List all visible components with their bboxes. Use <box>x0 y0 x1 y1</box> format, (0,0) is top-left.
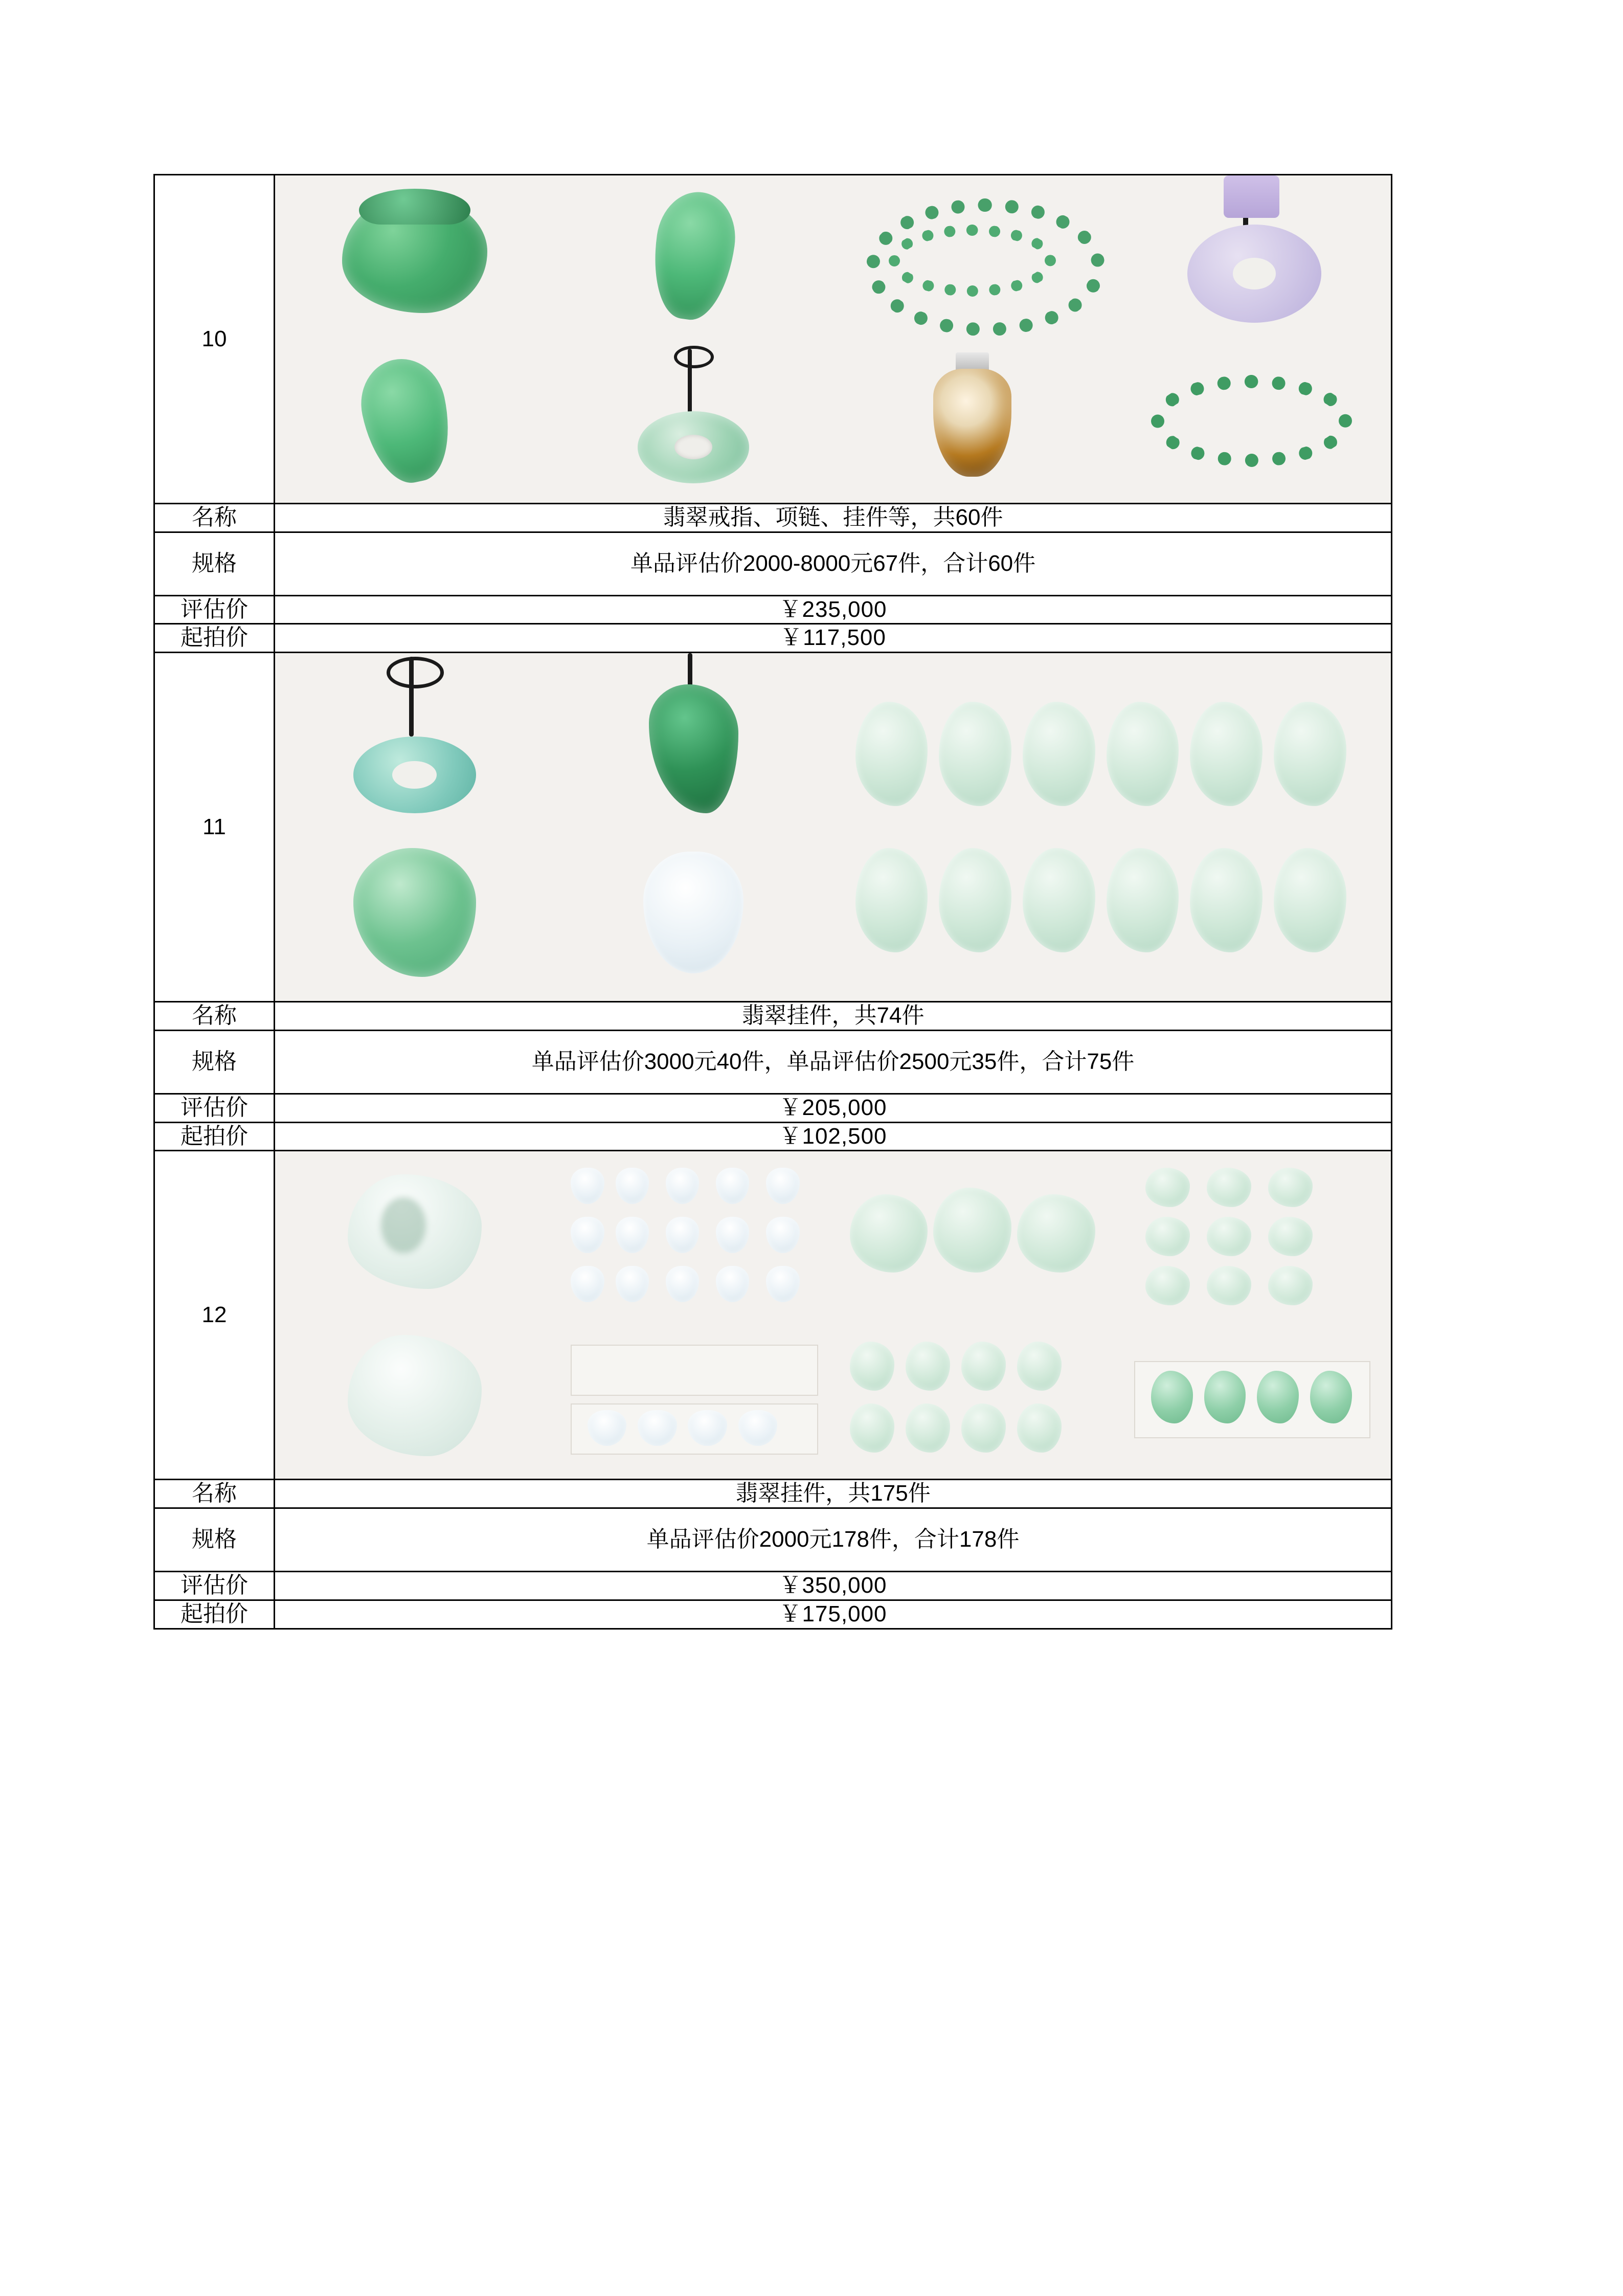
lot-appraisal-row <box>154 595 1392 624</box>
label-spec: 规格 <box>154 1030 275 1094</box>
label-name: 名称 <box>154 504 275 532</box>
label-appraisal: 评估价 <box>154 1571 275 1600</box>
label-name: 名称 <box>154 1480 275 1508</box>
value-name-12: 翡翠挂件，共175件 <box>275 1480 1392 1508</box>
photo-jade-carving-green <box>275 175 554 339</box>
label-name: 名称 <box>154 1002 275 1031</box>
lot-number-12: 12 <box>154 1151 275 1480</box>
value-appraisal-12: ￥350,000 <box>275 1571 1392 1600</box>
photo-jade-bead-bracelet <box>1112 339 1391 503</box>
photo-icy-trio <box>833 1151 1112 1315</box>
lot-photo-gallery-10 <box>275 175 1392 504</box>
photo-icy-group-grid-1 <box>554 1151 833 1315</box>
value-name-10: 翡翠戒指、项链、挂件等，共60件 <box>275 504 1392 532</box>
photo-jade-donut-cord-1 <box>554 339 833 503</box>
photo-jade-group-rows-top <box>833 653 1391 1001</box>
lot-photos-row <box>154 653 1392 1002</box>
value-starting-10: ￥117,500 <box>275 624 1392 653</box>
photo-buddha-on-blue <box>554 827 833 1001</box>
photo-jade-bead-necklace <box>833 175 1112 339</box>
photo-tray-items-green <box>1112 1315 1391 1479</box>
lot-starting-row <box>154 1600 1392 1629</box>
value-starting-12: ￥175,000 <box>275 1600 1392 1629</box>
label-appraisal: 评估价 <box>154 1094 275 1122</box>
photo-jade-long-green-1 <box>554 175 833 339</box>
photo-jade-donut-cord-2 <box>275 653 554 827</box>
photo-jade-long-green-2 <box>275 339 554 503</box>
lot-photos-row <box>154 175 1392 504</box>
lot-number-11: 11 <box>154 653 275 1002</box>
lot-spec-row <box>154 1508 1392 1572</box>
photo-pale-group-grid <box>1112 1151 1391 1315</box>
photo-icy-pendant-1 <box>275 1151 554 1315</box>
lot-appraisal-row <box>154 1094 1392 1122</box>
lot-spec-row <box>154 532 1392 595</box>
value-spec-10: 单品评估价2000-8000元67件，合计60件 <box>275 532 1392 595</box>
photo-icy-group-grid-2 <box>833 1315 1112 1479</box>
lot-starting-row <box>154 624 1392 653</box>
photo-grid <box>275 653 1391 1001</box>
lot-name-row <box>154 1002 1392 1031</box>
value-appraisal-10: ￥235,000 <box>275 595 1392 624</box>
label-appraisal: 评估价 <box>154 595 275 624</box>
auction-lot-table <box>153 174 1392 1630</box>
lot-photos-row <box>154 1151 1392 1480</box>
lot-starting-row <box>154 1122 1392 1151</box>
lot-spec-row <box>154 1030 1392 1094</box>
value-appraisal-11: ￥205,000 <box>275 1094 1392 1122</box>
photo-grid <box>275 1151 1391 1479</box>
photo-jade-leaf-green <box>275 827 554 1001</box>
value-spec-12: 单品评估价2000元178件，合计178件 <box>275 1508 1392 1572</box>
lot-name-row <box>154 504 1392 532</box>
lot-photo-gallery-12 <box>275 1151 1392 1480</box>
photo-jade-pepper-carving <box>554 653 833 827</box>
label-starting: 起拍价 <box>154 1600 275 1629</box>
lot-photo-gallery-11 <box>275 653 1392 1002</box>
label-starting: 起拍价 <box>154 624 275 653</box>
lot-name-row <box>154 1480 1392 1508</box>
photo-snuff-bottle <box>833 339 1112 503</box>
label-spec: 规格 <box>154 532 275 595</box>
photo-grid <box>275 175 1391 503</box>
lot-appraisal-row <box>154 1571 1392 1600</box>
label-spec: 规格 <box>154 1508 275 1572</box>
value-spec-11: 单品评估价3000元40件，单品评估价2500元35件，合计75件 <box>275 1030 1392 1094</box>
value-name-11: 翡翠挂件，共74件 <box>275 1002 1392 1031</box>
lot-number-10: 10 <box>154 175 275 504</box>
label-starting: 起拍价 <box>154 1122 275 1151</box>
photo-tray-items-1 <box>554 1315 833 1479</box>
photo-icy-pendant-2 <box>275 1315 554 1479</box>
photo-lavender-donut <box>1112 175 1391 339</box>
value-starting-11: ￥102,500 <box>275 1122 1392 1151</box>
